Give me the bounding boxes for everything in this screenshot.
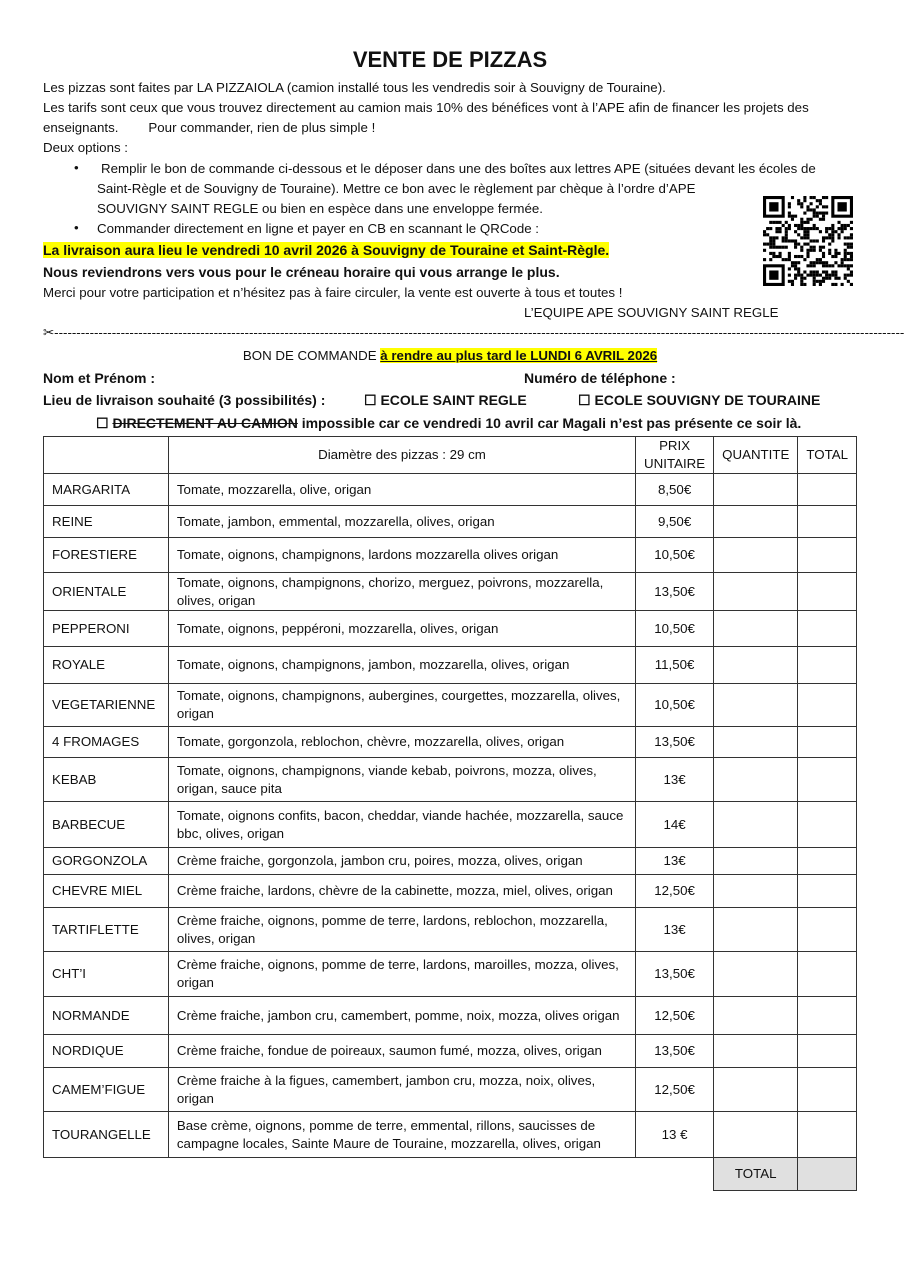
pizza-price: 10,50€ — [636, 684, 714, 727]
intro-line: Les pizzas sont faites par LA PIZZAIOLA (camion installé tous les vendredis soir à Souvigny de Touraine). — [43, 80, 666, 95]
pizza-name: CHEVRE MIEL — [44, 875, 169, 908]
row-total-cell[interactable] — [798, 952, 857, 997]
row-total-cell[interactable] — [798, 647, 857, 684]
pizza-price: 13€ — [636, 848, 714, 875]
quantity-cell[interactable] — [714, 727, 798, 758]
column-header: Diamètre des pizzas : 29 cm — [168, 437, 635, 474]
intro-line: Deux options : — [43, 140, 129, 155]
pizza-name: KEBAB — [44, 758, 169, 802]
row-total-cell[interactable] — [798, 538, 857, 573]
column-header — [44, 437, 169, 474]
table-row — [44, 908, 857, 952]
bullet-icon: • — [74, 160, 79, 175]
quantity-cell[interactable] — [714, 1112, 798, 1158]
table-row — [44, 1035, 857, 1068]
row-total-cell[interactable] — [798, 684, 857, 727]
pizza-price: 12,50€ — [636, 997, 714, 1035]
quantity-cell[interactable] — [714, 611, 798, 647]
pizza-ingredients: Tomate, jambon, emmental, mozzarella, olives, origan — [168, 506, 635, 538]
pizza-ingredients: Base crème, oignons, pomme de terre, emmental, rillons, saucisses de campagne locales, Sainte Maure de Touraine, mozzarella, olives, origan — [168, 1112, 635, 1158]
pizza-name: 4 FROMAGES — [44, 727, 169, 758]
pizza-ingredients: Tomate, oignons, champignons, chorizo, merguez, poivrons, mozzarella, olives, origan — [168, 573, 635, 611]
thanks-text: Merci pour votre participation et n’hésitez pas à faire circuler, la vente est ouverte à tous et toutes ! — [43, 285, 623, 300]
pizza-ingredients: Tomate, oignons, champignons, jambon, mozzarella, olives, origan — [168, 647, 635, 684]
pizza-name: CAMEM’FIGUE — [44, 1068, 169, 1112]
option-text: Remplir le bon de commande ci-dessous et le déposer dans une des boîtes aux lettres APE (situées devant les écoles de — [101, 161, 816, 176]
page-title: VENTE DE PIZZAS — [352, 47, 548, 72]
row-total-cell[interactable] — [798, 1035, 857, 1068]
quantity-cell[interactable] — [714, 684, 798, 727]
cut-line: ✂------------------------------------------------------------------------------------------------------------------------------------------------------------------------------------------------ — [43, 325, 904, 340]
table-row — [44, 952, 857, 997]
option-camion[interactable] — [96, 414, 801, 432]
option-text: SOUVIGNY SAINT REGLE ou bien en espèce dans une enveloppe fermée. — [97, 201, 543, 216]
pizza-ingredients: Tomate, oignons, champignons, aubergines, courgettes, mozzarella, olives, origan — [168, 684, 635, 727]
pizza-price: 13,50€ — [636, 573, 714, 611]
quantity-cell[interactable] — [714, 875, 798, 908]
pizza-price: 13,50€ — [636, 727, 714, 758]
row-total-cell[interactable] — [798, 573, 857, 611]
checkbox-icon[interactable]: ☐ — [578, 392, 591, 408]
pizza-name: PEPPERONI — [44, 611, 169, 647]
pizza-ingredients: Tomate, oignons, champignons, viande kebab, poivrons, mozza, olives, origan, sauce pita — [168, 758, 635, 802]
quantity-cell[interactable] — [714, 1068, 798, 1112]
pizza-price: 10,50€ — [636, 538, 714, 573]
table-row — [44, 727, 857, 758]
column-header: TOTAL — [798, 437, 857, 474]
pizza-price: 12,50€ — [636, 875, 714, 908]
scissors-icon: ✂ — [43, 325, 55, 340]
pizza-ingredients: Crème fraiche, oignons, pomme de terre, lardons, maroilles, mozza, olives, origan — [168, 952, 635, 997]
row-total-cell[interactable] — [798, 908, 857, 952]
row-total-cell[interactable] — [798, 802, 857, 848]
option-souvigny[interactable] — [578, 391, 820, 409]
pizza-price: 13 € — [636, 1112, 714, 1158]
pizza-price: 13€ — [636, 758, 714, 802]
pizza-ingredients: Crème fraiche, lardons, chèvre de la cabinette, mozza, miel, olives, origan — [168, 875, 635, 908]
slot-notice: Nous reviendrons vers vous pour le créneau horaire qui vous arrange le plus. — [43, 264, 560, 280]
option-text: Saint-Règle et de Souvigny de Touraine). Mettre ce bon avec le règlement par chèque à l’ordre d’APE — [97, 181, 696, 196]
pizza-name: ORIENTALE — [44, 573, 169, 611]
option-label: DIRECTEMENT AU CAMION — [112, 415, 298, 431]
row-total-cell[interactable] — [798, 997, 857, 1035]
quantity-cell[interactable] — [714, 997, 798, 1035]
phone-label[interactable]: Numéro de téléphone : — [524, 370, 676, 386]
row-total-cell[interactable] — [798, 474, 857, 506]
name-label[interactable]: Nom et Prénom : — [43, 370, 156, 386]
total-row — [44, 1158, 857, 1191]
pizza-name: CHT’I — [44, 952, 169, 997]
table-row — [44, 758, 857, 802]
table-row — [44, 997, 857, 1035]
pizza-ingredients: Crème fraiche, gorgonzola, jambon cru, poires, mozza, olives, origan — [168, 848, 635, 875]
quantity-cell[interactable] — [714, 952, 798, 997]
bullet-icon: • — [74, 220, 79, 235]
form-deadline: à rendre au plus tard le LUNDI 6 AVRIL 2026 — [380, 348, 658, 363]
form-heading — [0, 347, 900, 365]
pizza-price: 8,50€ — [636, 474, 714, 506]
pizza-name: NORDIQUE — [44, 1035, 169, 1068]
table-row — [44, 573, 857, 611]
row-total-cell[interactable] — [798, 727, 857, 758]
pizza-ingredients: Crème fraiche, jambon cru, camembert, pomme, noix, mozza, olives origan — [168, 997, 635, 1035]
quantity-cell[interactable] — [714, 474, 798, 506]
table-row — [44, 684, 857, 727]
table-row — [44, 875, 857, 908]
pizza-name: VEGETARIENNE — [44, 684, 169, 727]
intro-line — [43, 119, 375, 137]
intro-line: Les tarifs sont ceux que vous trouvez directement au camion mais 10% des bénéfices vont à l’APE afin de financer les projets des — [43, 100, 809, 115]
pizza-name: GORGONZOLA — [44, 848, 169, 875]
pizza-ingredients: Tomate, oignons, peppéroni, mozzarella, olives, origan — [168, 611, 635, 647]
pizza-ingredients: Tomate, mozzarella, olive, origan — [168, 474, 635, 506]
column-header: PRIX UNITAIRE — [636, 437, 714, 474]
pizza-ingredients: Tomate, gorgonzola, reblochon, chèvre, mozzarella, olives, origan — [168, 727, 635, 758]
pizza-name: TOURANGELLE — [44, 1112, 169, 1158]
place-label: Lieu de livraison souhaité (3 possibilités) : — [43, 392, 326, 408]
pizza-ingredients: Crème fraiche, oignons, pomme de terre, lardons, reblochon, mozzarella, olives, origan — [168, 908, 635, 952]
quantity-cell[interactable] — [714, 848, 798, 875]
row-total-cell[interactable] — [798, 848, 857, 875]
pizza-price: 14€ — [636, 802, 714, 848]
grand-total-cell[interactable] — [798, 1158, 857, 1191]
pizza-name: BARBECUE — [44, 802, 169, 848]
checkbox-icon[interactable]: ☐ — [364, 392, 377, 408]
table-row — [44, 611, 857, 647]
row-total-cell[interactable] — [798, 758, 857, 802]
quantity-cell[interactable] — [714, 802, 798, 848]
table-row — [44, 1068, 857, 1112]
checkbox-icon[interactable]: ☐ — [96, 415, 109, 431]
signature: L’EQUIPE APE SOUVIGNY SAINT REGLE — [524, 305, 779, 320]
row-total-cell[interactable] — [798, 1112, 857, 1158]
table-row — [44, 647, 857, 684]
pizza-ingredients: Tomate, oignons, champignons, lardons mozzarella olives origan — [168, 538, 635, 573]
table-row — [44, 848, 857, 875]
quantity-cell[interactable] — [714, 908, 798, 952]
pizza-ingredients: Tomate, oignons confits, bacon, cheddar, viande hachée, mozzarella, sauce bbc, olives, origan — [168, 802, 635, 848]
pizza-name: TARTIFLETTE — [44, 908, 169, 952]
option-label: ECOLE SOUVIGNY DE TOURAINE — [594, 392, 821, 408]
pizza-price: 13,50€ — [636, 952, 714, 997]
table-row — [44, 506, 857, 538]
option-label: ECOLE SAINT REGLE — [380, 392, 527, 408]
quantity-cell[interactable] — [714, 573, 798, 611]
intro-text: Pour commander, rien de plus simple ! — [148, 120, 376, 135]
order-table — [43, 436, 857, 1191]
qr-code-icon[interactable] — [763, 196, 853, 286]
quantity-cell[interactable] — [714, 758, 798, 802]
pizza-name: REINE — [44, 506, 169, 538]
table-row — [44, 474, 857, 506]
pizza-price: 13,50€ — [636, 1035, 714, 1068]
form-heading-text: BON DE COMMANDE — [242, 348, 377, 363]
column-header: QUANTITE — [714, 437, 798, 474]
quantity-cell[interactable] — [714, 647, 798, 684]
table-row — [44, 802, 857, 848]
option-text: Commander directement en ligne et payer en CB en scannant le QRCode : — [97, 221, 539, 236]
option-saint-regle[interactable] — [364, 391, 527, 409]
pizza-name: MARGARITA — [44, 474, 169, 506]
delivery-text: La livraison aura lieu le vendredi 10 avril 2026 à Souvigny de Touraine et Saint-Règle. — [43, 242, 610, 258]
pizza-ingredients: Crème fraiche à la figues, camembert, jambon cru, mozza, noix, olives, origan — [168, 1068, 635, 1112]
table-header-row — [44, 437, 857, 474]
pizza-name: ROYALE — [44, 647, 169, 684]
quantity-cell[interactable] — [714, 506, 798, 538]
row-total-cell[interactable] — [798, 1068, 857, 1112]
table-row — [44, 538, 857, 573]
quantity-cell[interactable] — [714, 538, 798, 573]
pizza-price: 13€ — [636, 908, 714, 952]
pizza-price: 10,50€ — [636, 611, 714, 647]
total-label: TOTAL — [714, 1158, 798, 1191]
pizza-name: FORESTIERE — [44, 538, 169, 573]
table-row — [44, 1112, 857, 1158]
delivery-notice — [43, 241, 609, 259]
pizza-price: 12,50€ — [636, 1068, 714, 1112]
option-note: impossible car ce vendredi 10 avril car Magali n’est pas présente ce soir là. — [301, 415, 802, 431]
row-total-cell[interactable] — [798, 611, 857, 647]
quantity-cell[interactable] — [714, 1035, 798, 1068]
row-total-cell[interactable] — [798, 506, 857, 538]
pizza-price: 9,50€ — [636, 506, 714, 538]
row-total-cell[interactable] — [798, 875, 857, 908]
pizza-name: NORMANDE — [44, 997, 169, 1035]
intro-text: enseignants. — [43, 120, 119, 135]
pizza-price: 11,50€ — [636, 647, 714, 684]
pizza-ingredients: Crème fraiche, fondue de poireaux, saumon fumé, mozza, olives, origan — [168, 1035, 635, 1068]
